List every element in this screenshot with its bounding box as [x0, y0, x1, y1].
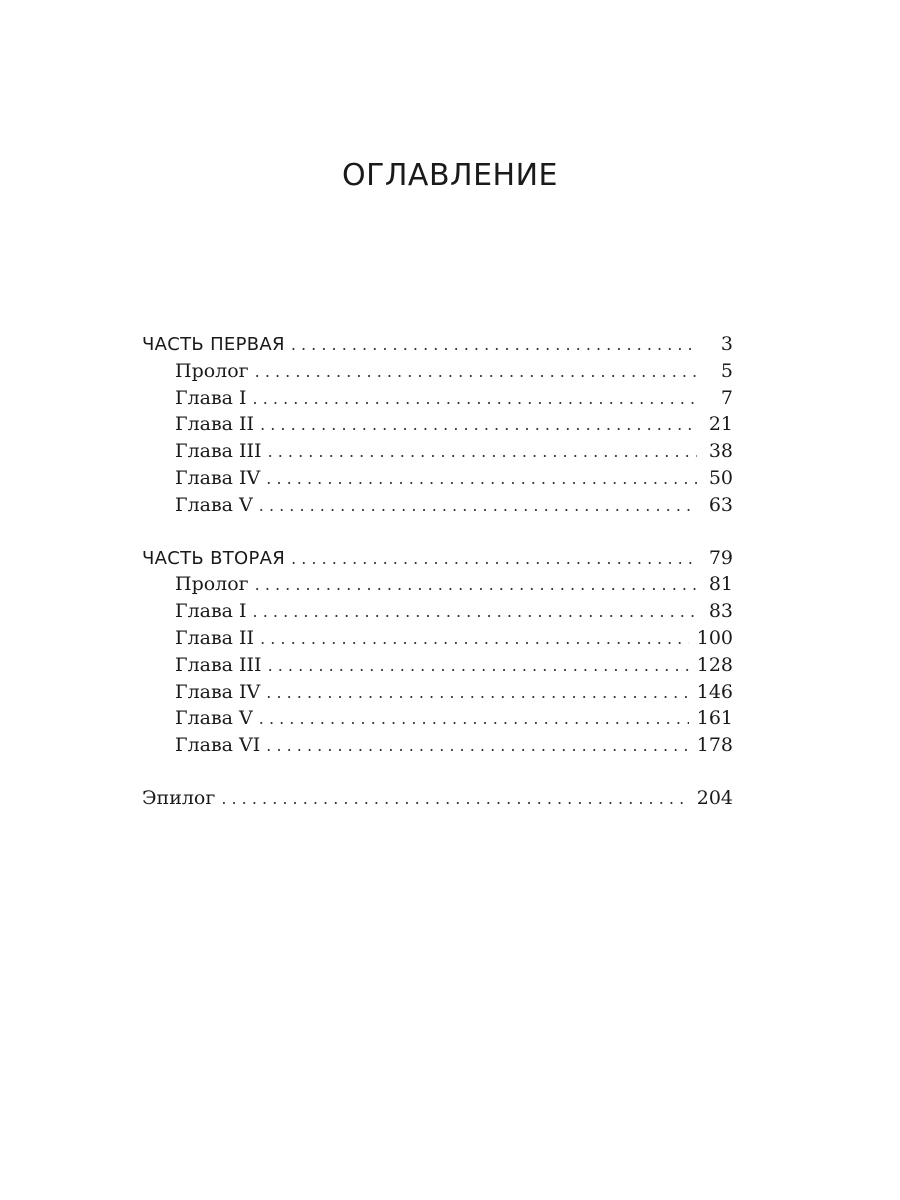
dot-leader [260, 626, 689, 653]
toc-entry-chapter[interactable] [142, 438, 733, 465]
toc-entry-page: 50 [708, 466, 733, 489]
toc-entry-part-one[interactable] [142, 331, 733, 358]
dot-leader [266, 466, 697, 493]
toc-entry-page: 100 [696, 626, 733, 649]
toc-part-two [142, 545, 733, 759]
toc-entry-label: Глава III [175, 653, 262, 676]
toc-entry-page: 81 [708, 573, 733, 596]
toc-entry-chapter[interactable] [142, 705, 733, 732]
dot-leader [259, 493, 697, 520]
toc-entry-label: Глава IV [175, 680, 261, 703]
toc-entry-page: 204 [696, 786, 733, 809]
toc-entry-label: Эпилог [142, 786, 216, 809]
toc-entry-page: 63 [708, 493, 733, 516]
toc-entry-page: 5 [720, 359, 733, 382]
toc-entry-page: 146 [696, 680, 733, 703]
toc-entry-page: 178 [696, 734, 733, 757]
toc-entry-label: Глава I [175, 600, 247, 623]
toc-entry-label: Глава V [175, 707, 253, 730]
dot-leader [260, 412, 697, 439]
toc-entry-chapter[interactable] [142, 625, 733, 652]
dot-leader [255, 572, 697, 599]
toc-entry-chapter[interactable] [142, 385, 733, 412]
toc-entry-page: 161 [696, 707, 733, 730]
toc-entry-chapter[interactable] [142, 492, 733, 519]
toc-entry-part-two[interactable] [142, 545, 733, 572]
toc-entry-chapter[interactable] [142, 358, 733, 385]
toc-entry-page: 128 [696, 653, 733, 676]
toc-entry-page: 38 [708, 440, 733, 463]
toc-entry-chapter[interactable] [142, 652, 733, 679]
table-of-contents [142, 331, 733, 812]
toc-entry-label: ЧАСТЬ ВТОРАЯ [142, 547, 286, 569]
toc-entry-page: 79 [708, 546, 733, 569]
toc-entry-epilogue[interactable] [142, 785, 733, 812]
dot-leader [259, 706, 689, 733]
toc-entry-label: Глава I [175, 386, 247, 409]
toc-entry-label: Глава IV [175, 466, 261, 489]
dot-leader [291, 546, 697, 573]
toc-part-one [142, 331, 733, 519]
toc-entry-chapter[interactable] [142, 679, 733, 706]
toc-entry-label: Глава II [175, 626, 255, 649]
toc-entry-chapter[interactable] [142, 571, 733, 598]
toc-entry-page: 3 [720, 333, 733, 355]
toc-entry-page: 83 [708, 600, 733, 623]
toc-entry-label: Глава V [175, 493, 253, 516]
toc-entry-chapter[interactable] [142, 732, 733, 759]
toc-entry-label: Глава III [175, 440, 262, 463]
toc-entry-label: Пролог [175, 359, 249, 382]
toc-entry-page: 7 [720, 386, 733, 409]
dot-leader [253, 599, 697, 626]
toc-entry-label: Глава VI [175, 734, 261, 757]
dot-leader [255, 359, 697, 386]
toc-entry-chapter[interactable] [142, 411, 733, 438]
dot-leader [268, 653, 689, 680]
dot-leader [268, 439, 697, 466]
page-title: ОГЛАВЛЕНИЕ [341, 158, 559, 193]
toc-entry-label: ЧАСТЬ ПЕРВАЯ [142, 334, 285, 355]
toc-entry-chapter[interactable] [142, 598, 733, 625]
toc-entry-label: Пролог [175, 573, 249, 596]
dot-leader [266, 680, 688, 707]
toc-entry-page: 21 [708, 413, 733, 436]
toc-entry-label: Глава II [175, 413, 255, 436]
dot-leader [291, 332, 697, 359]
dot-leader [221, 786, 688, 813]
dot-leader [253, 386, 697, 413]
toc-entry-chapter[interactable] [142, 465, 733, 492]
dot-leader [266, 733, 688, 760]
